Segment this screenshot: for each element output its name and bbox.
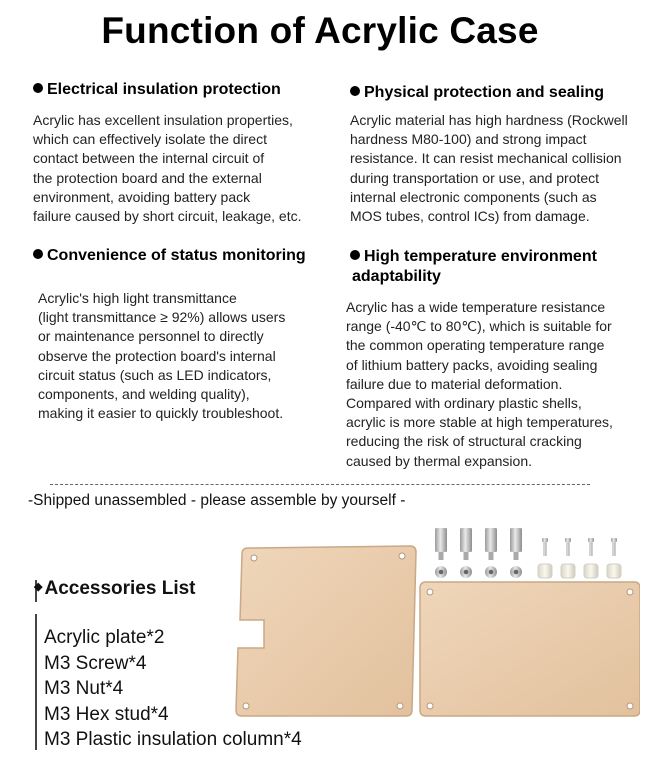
list-item: Acrylic plate*2 [44,627,165,648]
plastic-columns [538,564,621,578]
accessories-title [34,578,196,600]
accessories-title-text: Accessories List [44,578,196,599]
bullet-icon [33,83,43,93]
section-heading-monitoring [33,246,306,266]
shipping-note: -Shipped unassembled - please assemble by yourself - [28,492,406,509]
hex-studs [435,528,522,560]
list-item: M3 Nut*4 [44,678,124,699]
section-heading-temperature [350,247,597,287]
section-heading-text-line2: adaptability [352,268,441,285]
divider [50,484,590,485]
list-item: M3 Screw*4 [44,652,147,674]
acrylic-case-parts-image [230,520,640,720]
section-heading-text: Convenience of status monitoring [47,247,306,264]
section-body-monitoring: Acrylic's high light transmittance (light transmittance ≥ 92%) allows users or maintenance personnel to directly observe the protection board's internal circuit status (such as LED indicators, components, and welding quality), making it easier to quickly troubleshoot. [38,290,286,422]
nuts [435,566,522,578]
section-body-insulation: Acrylic has excellent insulation properties, which can effectively isolate the direct contact between the internal circuit of the protection board and the external environment, avoiding battery pack failure caused by short circuit, leakage, etc. [33,112,302,225]
section-heading-insulation [33,80,281,100]
accessories-list-bar [35,614,37,750]
bullet-icon [33,249,43,259]
bullet-icon [350,86,360,96]
acrylic-plate-notched [236,546,416,716]
section-heading-text: High temperature environment [364,248,597,265]
diamond-bullet-icon: ◆ [34,581,43,593]
section-body-temperature: Acrylic has a wide temperature resistance range (-40℃ to 80℃), which is suitable for the common operating temperature range of lithium battery packs, avoiding sealing failure due to material deformation. Compared with ordinary plastic shells, acrylic is more stable at high temperatures, reducing the risk of structural cracking caused by thermal expansion. [346,299,613,469]
section-body-protection: Acrylic material has high hardness (Rockwell hardness M80-100) and strong impact resistance. It can resist mechanical collision during transportation or use, and protect internal electronic components (such as MOS tubes, control ICs) from damage. [350,112,628,225]
section-heading-text: Physical protection and sealing [364,84,605,101]
screws [542,538,617,556]
section-heading-text: Electrical insulation protection [47,81,281,98]
bullet-icon [350,250,360,260]
section-heading-protection [350,83,604,103]
list-item: M3 Hex stud*4 [44,703,169,725]
acrylic-plate [420,582,640,716]
page-title: Function of Acrylic Case [101,10,539,51]
list-item: M3 Plastic insulation column*4 [44,729,302,750]
